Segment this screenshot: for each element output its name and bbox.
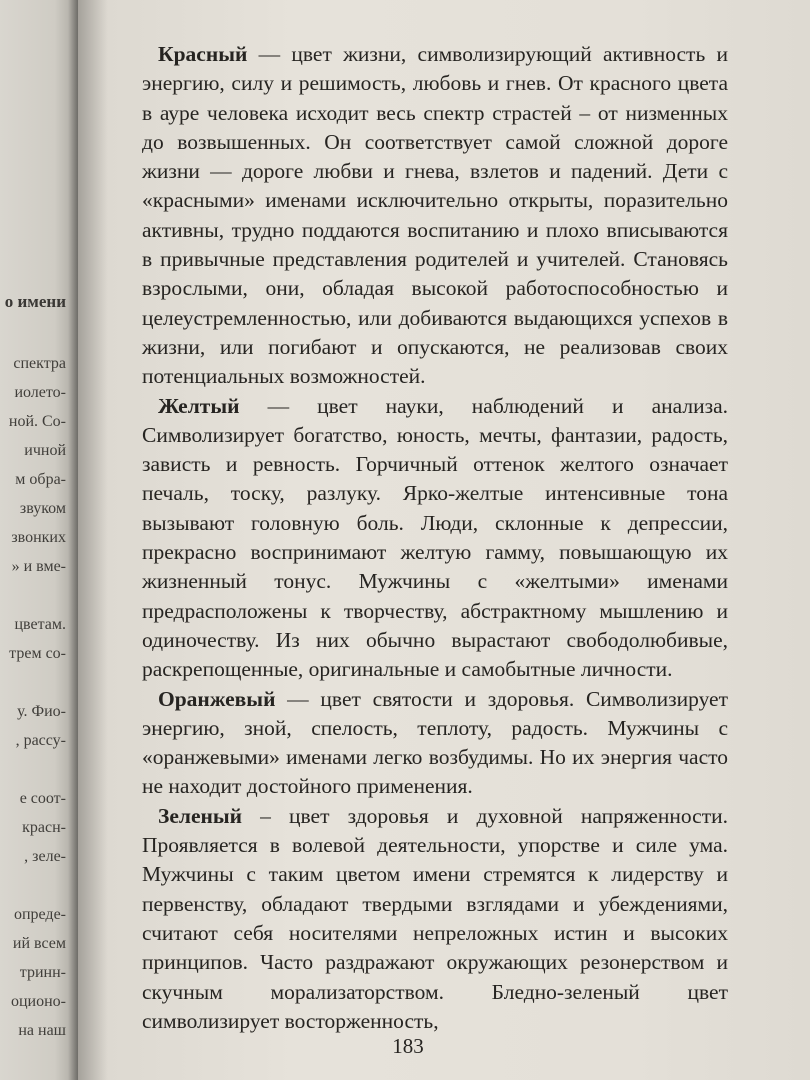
left-page-fragment: ичной (24, 442, 66, 459)
left-page-fragment: красн- (22, 819, 66, 836)
term-orange: Оранжевый (158, 686, 276, 711)
left-page (0, 0, 78, 1080)
term-red: Красный (158, 42, 248, 66)
left-page-fragment: м обра- (15, 471, 66, 488)
left-page-fragment: оционо- (10, 993, 66, 1010)
left-page-fragment: , рассу- (15, 732, 66, 749)
paragraph-text: – цвет здоровья и духовной напряженности. Проявляется в волевой деятельности, упорстве и силе ума. Мужчины с таким цветом имени стремятся к лидерству и первенству, обладают твердыми взглядами и убеждениями, считают себя носителями непреложных истин и высоких принципов. Часто раздражают окружающих резонерством и скучным морализаторством. Бледно-зеленый цвет символизирует восторженность, (142, 803, 728, 1033)
paragraph-text: — цвет науки, наблюдений и анализа. Символизирует богатство, юность, мечты, фантазии, радость, зависть и ревность. Горчичный оттенок желтого означает печаль, тоску, разлуку. Ярко-желтые интенсивные тона вызывают головную боль. Люди, склонные к депрессии, прекрасно воспринимают желтую гамму, повышающую их жизненный тонус. Мужчины с «желтыми» именами предрасположены к творчеству, абстрактному мышлению и одиночеству. Из них обычно вырастают свободолюбивые, раскрепощенные, оригинальные и самобытные личности. (142, 393, 728, 682)
paragraph-orange (142, 685, 728, 802)
left-page-heading: о имени (4, 292, 66, 311)
left-page-fragment: иолето- (14, 384, 66, 401)
left-page-fragment: опреде- (13, 906, 66, 923)
paragraph-text: — цвет святости и здоровья. Символизирует энергию, зной, спелость, теплоту, радость. Мужчины с «оранжевыми» именами легко возбудимы. Но их энергия часто не находит достойного применения. (142, 686, 728, 799)
left-page-fragment: спектра (13, 355, 66, 372)
left-page-fragment: ий всем (12, 935, 66, 952)
left-page-fragment: е соот- (19, 790, 66, 807)
left-page-fragment: » и вме- (11, 558, 66, 575)
page-inner-shadow (78, 0, 108, 1080)
paragraph-red (142, 40, 728, 392)
left-page-fragment: на наш (18, 1022, 66, 1039)
paragraph-yellow (142, 392, 728, 685)
paragraph-green (142, 802, 728, 1036)
left-page-fragment: у. Фио- (17, 703, 66, 720)
body-text (142, 40, 728, 1036)
left-page-fragment: звонких (11, 529, 66, 546)
left-page-fragment: трем со- (9, 645, 66, 662)
paragraph-text: — цвет жизни, символизирующий активность и энергию, силу и решимость, любовь и гнев. От красного цвета в ауре человека исходит весь спектр страстей – от низменных до возвышенных. Он соответствует самой сложной дороге жизни — дороге любви и гнева, взлетов и падений. Дети с «красными» именами исключительно открыты, поразительно активны, трудно поддаются воспитанию и плохо вписываются в привычные представления родителей и учителей. Становясь взрослыми, они, обладая высокой работоспособностью и целеустремленностью, или добиваются выдающихся успехов в жизни, или погибают и опускаются, не реализовав своих потенциальных возможностей. (142, 42, 728, 389)
left-page-fragment: звуком (19, 500, 66, 517)
page-gutter-shadow (68, 0, 78, 1080)
left-page-fragment: , зеле- (24, 848, 66, 865)
term-yellow: Желтый (158, 393, 240, 418)
left-page-fragment: тринн- (19, 964, 66, 981)
page-number: 183 (392, 1034, 424, 1058)
left-page-fragment: ной. Со- (8, 413, 66, 430)
left-page-fragment: цветам. (14, 616, 66, 633)
book-page (78, 0, 810, 1080)
term-green: Зеленый (158, 803, 243, 828)
